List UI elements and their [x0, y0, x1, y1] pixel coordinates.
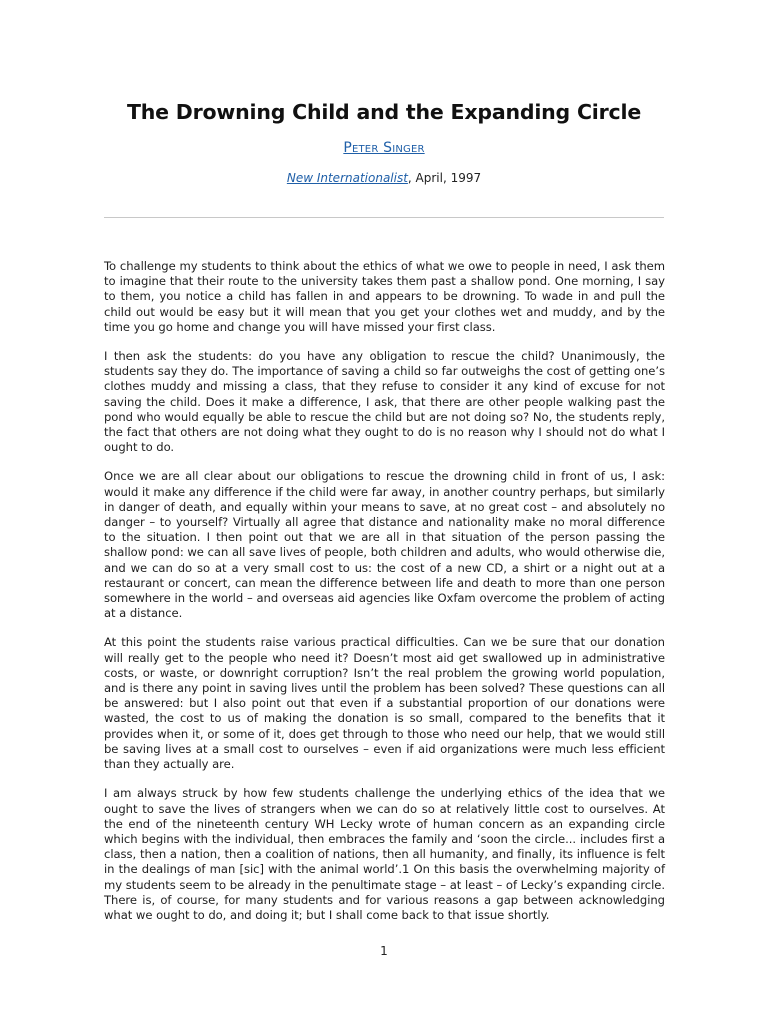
paragraph: At this point the students raise various practical difficulties. Can we be sure that our donation will really get to the people who need it? Doesn’t most aid get swallowed up in administrative costs, or waste, or downright corruption? Isn’t the real problem the growing world population, and is there any point in saving lives until the problem has been solved? These questions can all be answered: but I also point out that even if a substantial proportion of our donations were wasted, the cost to us of making the donation is so small, compared to the benefits that it provides when it, or some of it, does get through to those who need our help, that we would still be saving lives at a small cost to ourselves – even if aid organizations were much less efficient than they actually are.: [104, 635, 665, 772]
paragraph: To challenge my students to think about the ethics of what we owe to people in need, I ask them to imagine that their route to the university takes them past a shallow pond. One morning, I say to them, you notice a child has fallen in and appears to be drowning. To wade in and pull the child out would be easy but it will mean that you get your clothes wet and muddy, and by the time you go home and change you will have missed your first class.: [104, 259, 665, 334]
author-line: [0, 140, 768, 156]
header-divider: [104, 217, 664, 218]
page-number: 1: [380, 944, 388, 958]
article-body: [104, 259, 665, 937]
paragraph: I then ask the students: do you have any obligation to rescue the child? Unanimously, the students say they do. The importance of saving a child so far outweighs the cost of getting one’s clothes muddy and missing a class, that they refuse to consider it any kind of excuse for not saving the child. Does it make a difference, I ask, that there are other people walking past the pond who would equally be able to rescue the child but are not doing so? No, the students reply, the fact that others are not doing what they ought to do is no reason why I should not do what I ought to do.: [104, 349, 665, 455]
paragraph: Once we are all clear about our obligations to rescue the drowning child in front of us, I ask: would it make any difference if the child were far away, in another country perhaps, but similarly in danger of death, and equally within your means to save, at no great cost – and absolutely no danger – to yourself? Virtually all agree that distance and nationality make no moral difference to the situation. I then point out that we are all in that situation of the person passing the shallow pond: we can all save lives of people, both children and adults, who would otherwise die, and we can do so at a very small cost to us: the cost of a new CD, a shirt or a night out at a restaurant or concert, can mean the difference between life and death to more than one person somewhere in the world – and overseas aid agencies like Oxfam overcome the problem of acting at a distance.: [104, 469, 665, 621]
document-title: The Drowning Child and the Expanding Circle: [126, 100, 642, 124]
author-link[interactable]: Peter Singer: [343, 140, 425, 156]
citation-line: [0, 171, 768, 185]
paragraph: I am always struck by how few students challenge the underlying ethics of the idea that we ought to save the lives of strangers when we can do so at relatively little cost to ourselves. At the end of the nineteenth century WH Lecky wrote of human concern as an expanding circle which begins with the individual, then embraces the family and ‘soon the circle... includes first a class, then a nation, then a coalition of nations, then all humanity, and finally, its influence is felt in the dealings of man [sic] with the animal world’.1 On this basis the overwhelming majority of my students seem to be already in the penultimate stage – at least – of Lecky’s expanding circle. There is, of course, for many students and for various reasons a gap between acknowledging what we ought to do, and doing it; but I shall come back to that issue shortly.: [104, 786, 665, 922]
citation-date: , April, 1997: [407, 171, 482, 185]
citation-source-link[interactable]: New Internationalist: [286, 171, 408, 185]
